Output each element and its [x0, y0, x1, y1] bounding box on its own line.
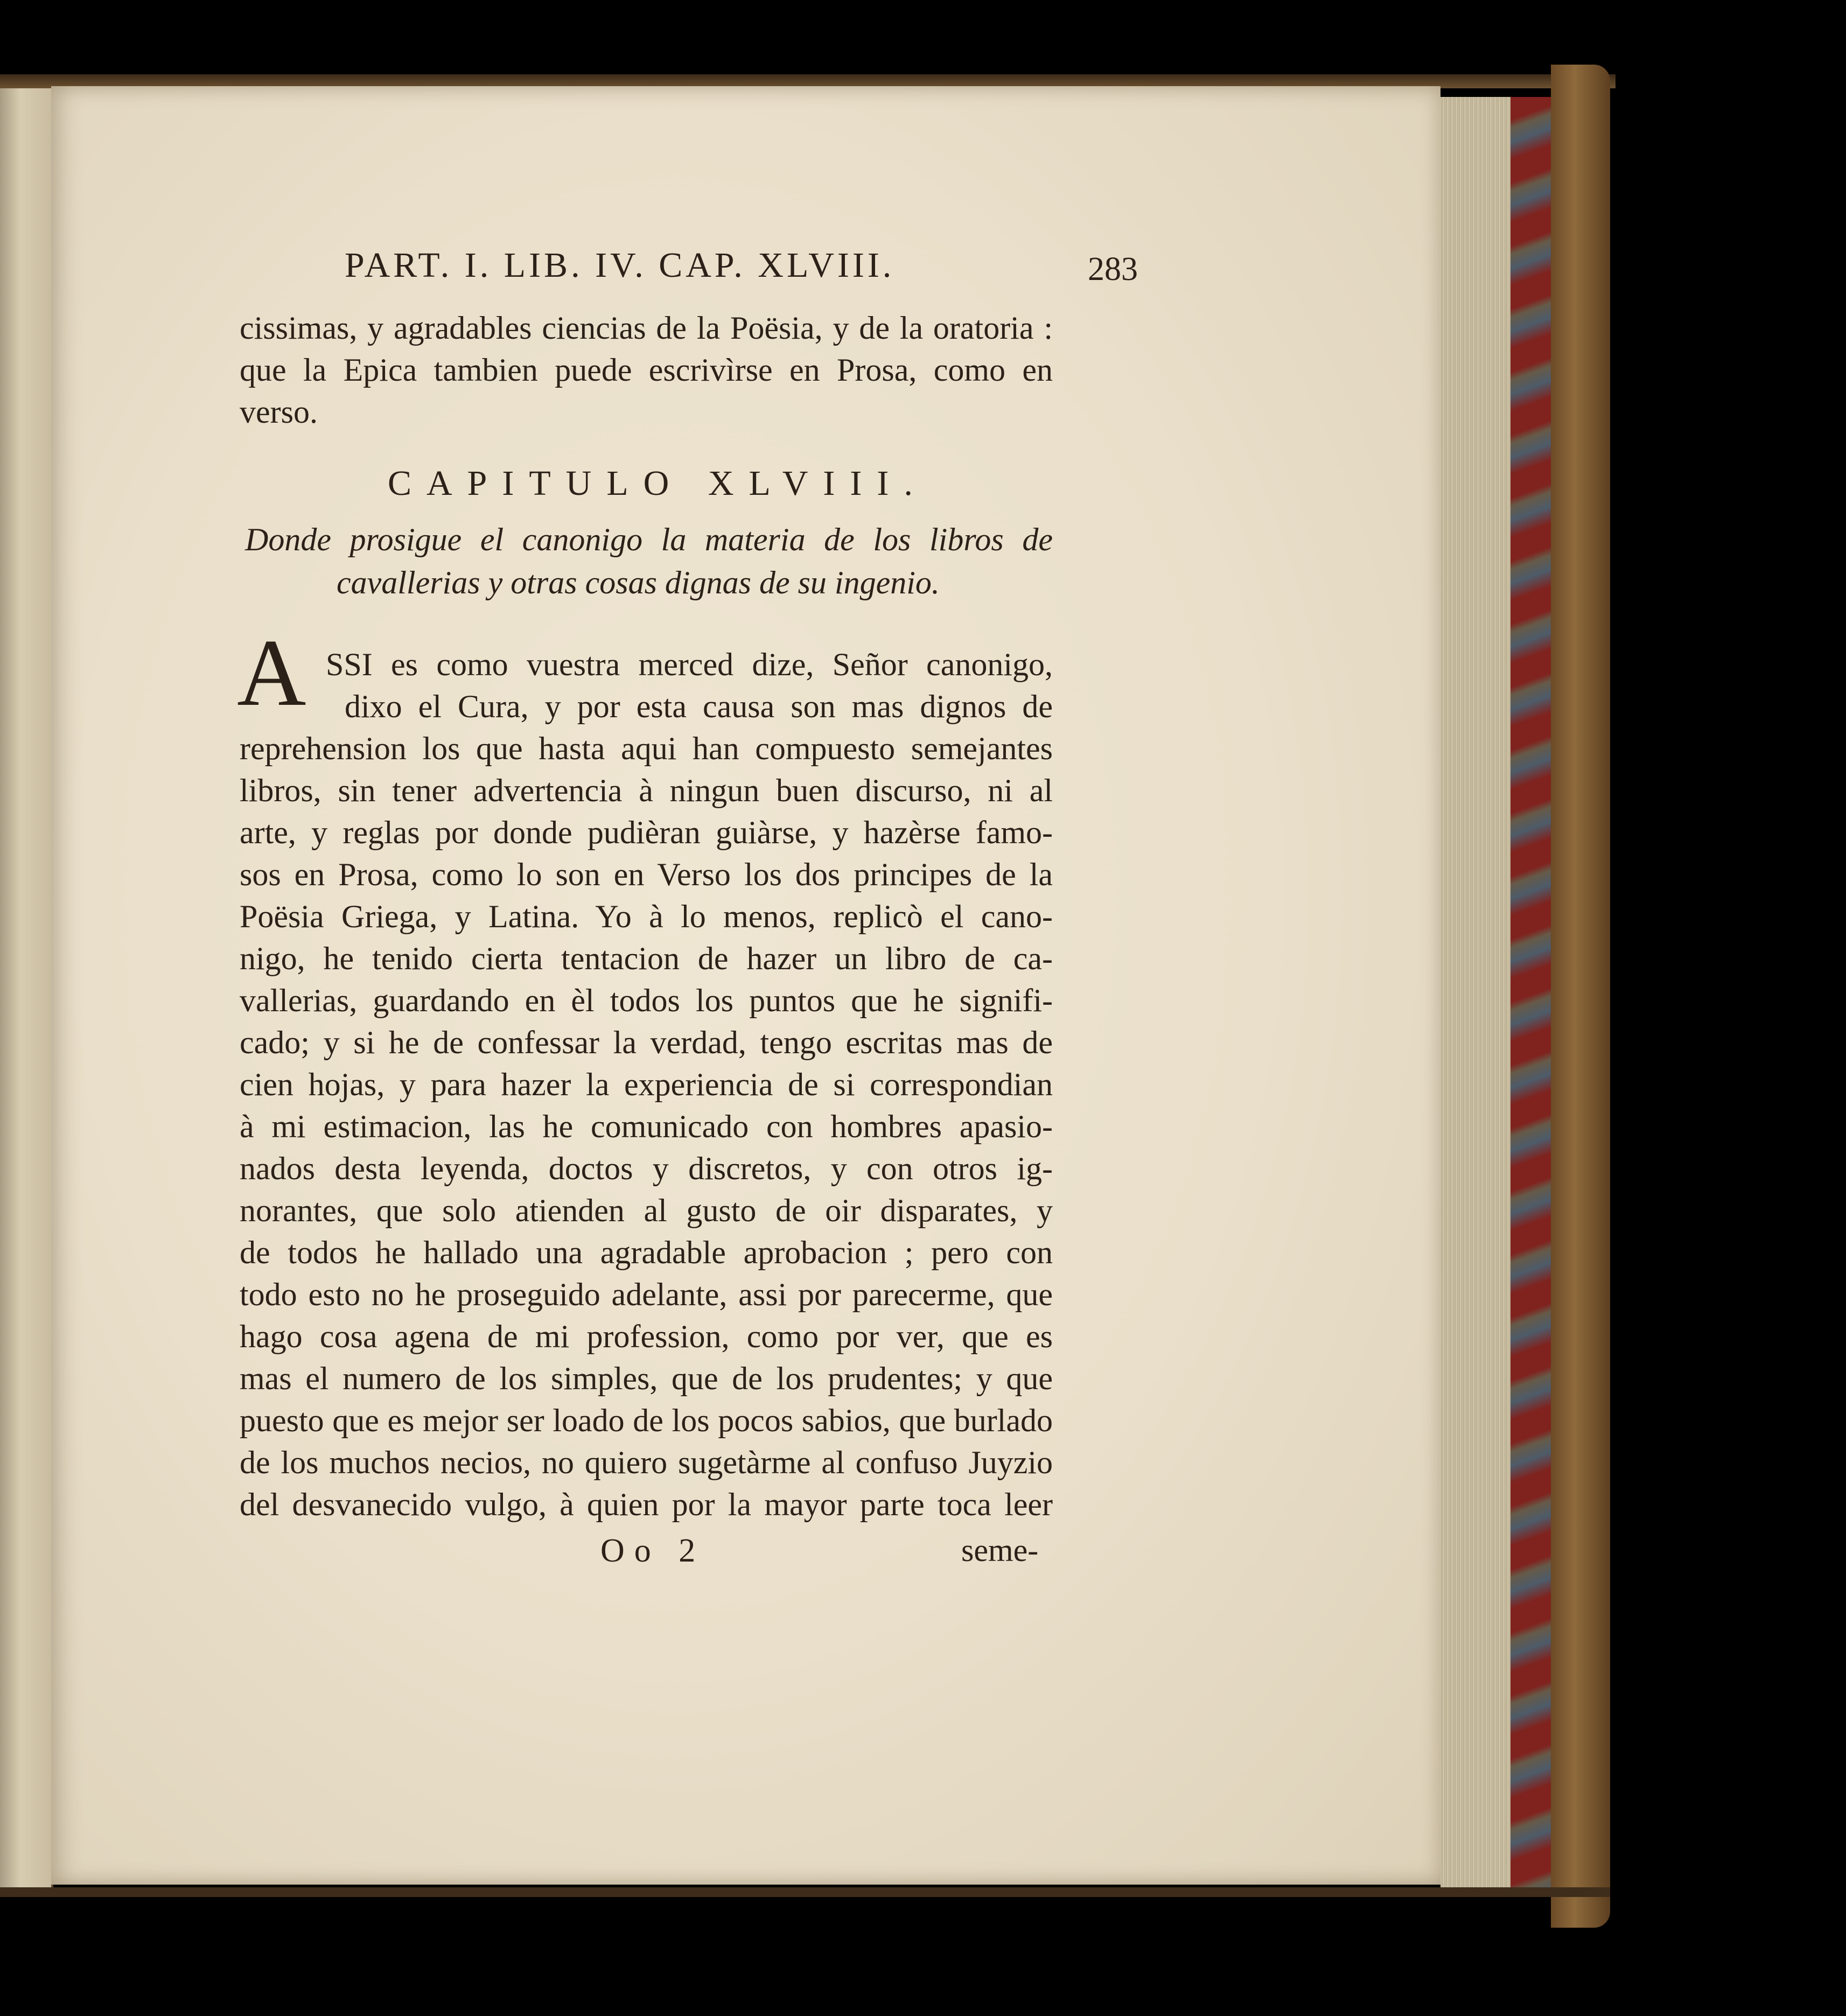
body-line: cien hojas, y para hazer la experiencia de si correspondian	[240, 1067, 1053, 1102]
leather-cover	[1551, 65, 1610, 1928]
body-line: norantes, que solo atienden al gusto de oir disparates, y	[240, 1193, 1053, 1228]
body-line: Poësia Griega, y Latina. Yo à lo menos, replicò el cano-	[240, 899, 1053, 934]
body-line: hago cosa agena de mi profession, como por ver, que es	[240, 1319, 1053, 1354]
body-line: nigo, he tenido cierta tentacion de hazer un libro de ca-	[240, 941, 1053, 976]
body-line: puesto que es mejor ser loado de los pocos sabios, que burlado	[240, 1403, 1053, 1438]
body-line: sos en Prosa, como lo son en Verso los dos principes de la	[240, 857, 1053, 892]
chapter-subtitle-line: Donde prosigue el canonigo la materia de los libros de	[245, 522, 1053, 557]
body-line: arte, y reglas por donde pudièran guiàrse, y hazèrse famo-	[240, 815, 1053, 850]
body-line: cado; y si he de confessar la verdad, tengo escritas mas de	[240, 1025, 1053, 1060]
body-line: del desvanecido vulgo, à quien por la mayor parte toca leer	[240, 1487, 1053, 1522]
body-line: de todos he hallado una agradable aprobacion ; pero con	[240, 1235, 1053, 1270]
body-line: mas el numero de los simples, que de los prudentes; y que	[240, 1361, 1053, 1396]
body-line: vallerias, guardando en èl todos los puntos que he signifi-	[240, 983, 1053, 1018]
body-line: libros, sin tener advertencia à ningun buen discurso, ni al	[240, 773, 1053, 808]
marbled-edge	[1511, 97, 1551, 1890]
intro-line: que la Epica tambien puede escrivìrse en Prosa, como en	[240, 352, 1053, 388]
page-fore-edge	[1441, 97, 1511, 1890]
body-line: nados desta leyenda, doctos y discretos, y con otros ig-	[240, 1151, 1053, 1186]
book-cover-bottom	[0, 1887, 1610, 1897]
body-line: SSI es como vuestra merced dize, Señor canonigo,	[326, 647, 1053, 682]
catchword: seme-	[961, 1532, 1039, 1568]
body-line: dixo el Cura, y por esta causa son mas dignos de	[345, 689, 1053, 724]
signature-mark: Oo 2	[600, 1532, 705, 1569]
intro-line: verso.	[240, 394, 318, 430]
running-head: PART. I. LIB. IV. CAP. XLVIII.	[345, 246, 895, 285]
body-line: de los muchos necios, no quiero sugetàrme al confuso Juyzio	[240, 1445, 1053, 1480]
chapter-title: CAPITULO XLVIII.	[388, 464, 928, 503]
body-line: à mi estimacion, las he comunicado con hombres apasio-	[240, 1109, 1053, 1144]
intro-line: cissimas, y agradables ciencias de la Poësia, y de la oratoria :	[240, 310, 1053, 346]
body-line: todo esto no he proseguido adelante, assi por parecerme, que	[240, 1277, 1053, 1312]
page-number: 283	[1088, 251, 1138, 288]
drop-cap: A	[237, 619, 306, 726]
chapter-subtitle-line: cavallerias y otras cosas dignas de su ingenio.	[337, 565, 940, 600]
body-line: reprehension los que hasta aqui han compuesto semejantes	[240, 731, 1053, 766]
left-page-edge	[0, 81, 53, 1890]
